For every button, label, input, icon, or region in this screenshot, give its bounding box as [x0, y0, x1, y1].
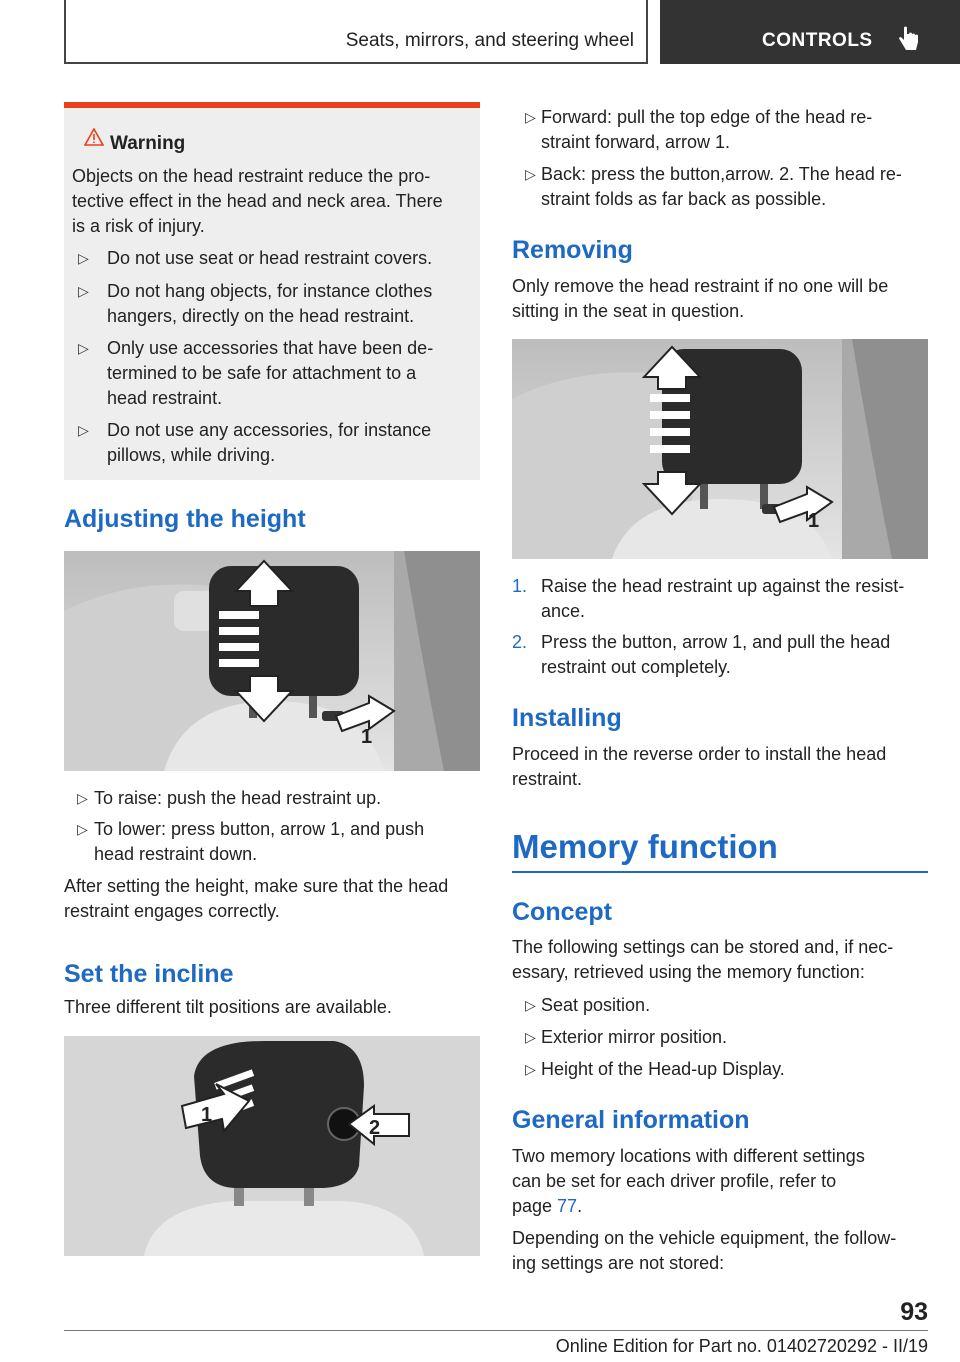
headrest-height-image	[64, 551, 480, 771]
section-heading: Removing	[512, 236, 633, 264]
text-line: Proceed in the reverse order to install the head	[512, 744, 887, 764]
section-heading: Adjusting the height	[64, 505, 306, 533]
warning-bar	[64, 102, 480, 108]
text-line: is a risk of injury.	[72, 216, 205, 236]
text-fragment: page	[512, 1196, 558, 1216]
text-line: Do not use any accessories, for instance	[107, 420, 432, 440]
paragraph	[512, 1144, 865, 1219]
paragraph	[512, 1226, 896, 1276]
text-line: Objects on the head restraint reduce the pro-	[72, 166, 431, 186]
text-line: pillows, while driving.	[107, 445, 276, 465]
text-line: termined to be safe for attachment to a	[107, 363, 417, 383]
headrest-removing-image	[512, 339, 928, 559]
warning-triangle-icon	[84, 128, 104, 146]
text-line: Height of the Head-up Display.	[541, 1059, 785, 1079]
page-number: 93	[900, 1298, 928, 1326]
paragraph: Three different tilt positions are available.	[64, 997, 392, 1017]
text-line: Do not use seat or head restraint covers.	[107, 248, 433, 268]
text-line	[512, 1194, 865, 1219]
text-line: Only use accessories that have been de-	[107, 338, 434, 358]
text-line: hangers, directly on the head restraint.	[107, 306, 415, 326]
paragraph	[512, 274, 888, 324]
header-chapter-label: CONTROLS	[762, 30, 873, 51]
header-section-title: Seats, mirrors, and steering wheel	[345, 30, 634, 51]
figure-label: 1	[201, 1104, 213, 1126]
text-line: straint folds as far back as possible.	[541, 189, 827, 209]
warning-title: Warning	[110, 133, 186, 154]
text-line: To raise: push the head restraint up.	[94, 788, 382, 808]
text-line: After setting the height, make sure that the head	[64, 876, 449, 896]
figure-label: 1	[361, 726, 373, 748]
section-heading: General information	[512, 1106, 750, 1134]
headrest-incline-image	[64, 1036, 480, 1256]
heading-rule	[512, 871, 928, 873]
text-line: head restraint down.	[94, 844, 258, 864]
text-line: restraint engages correctly.	[64, 901, 280, 921]
footer-rule	[64, 1330, 928, 1331]
header-section-box	[64, 0, 648, 64]
text-line: Depending on the vehicle equipment, the follow-	[512, 1228, 897, 1248]
text-line: essary, retrieved using the memory function:	[512, 962, 865, 982]
text-line: The following settings can be stored and, if nec-	[512, 937, 894, 957]
text-fragment: .	[577, 1196, 583, 1216]
text-line: can be set for each driver profile, refer to	[512, 1171, 837, 1191]
text-line: Forward: pull the top edge of the head re-	[541, 107, 873, 127]
step-number: 1.	[512, 576, 528, 596]
text-line: Press the button, arrow 1, and pull the head	[541, 632, 891, 652]
page-link[interactable]: 77	[557, 1196, 578, 1216]
paragraph	[64, 874, 448, 924]
text-line: Two memory locations with different settings	[512, 1146, 865, 1166]
footer-edition: Online Edition for Part no. 01402720292 - II/19	[555, 1336, 928, 1356]
text-line: Raise the head restraint up against the resist-	[541, 576, 905, 596]
text-line: Only remove the head restraint if no one will be	[512, 276, 889, 296]
text-line: Back: press the button,arrow. 2. The head re-	[541, 164, 902, 184]
text-line: Exterior mirror position.	[541, 1027, 728, 1047]
text-line: ance.	[541, 601, 586, 621]
text-line: Seat position.	[541, 995, 651, 1015]
step-number: 2.	[512, 632, 528, 652]
text-line: head restraint.	[107, 388, 223, 408]
section-heading: Installing	[512, 704, 622, 732]
text-line: Do not hang objects, for instance clothes	[107, 281, 433, 301]
hand-pointer-icon	[896, 26, 920, 52]
section-heading: Concept	[512, 898, 612, 926]
text-line: restraint.	[512, 769, 583, 789]
paragraph	[512, 742, 886, 792]
text-line: straint forward, arrow 1.	[541, 132, 731, 152]
paragraph	[512, 935, 893, 985]
figure-label: 2	[369, 1117, 381, 1139]
text-line: restraint out completely.	[541, 657, 731, 677]
header-chapter-tab[interactable]	[660, 0, 960, 64]
text-line: To lower: press button, arrow 1, and push	[94, 819, 425, 839]
text-line: tective effect in the head and neck area. There	[72, 191, 443, 211]
section-heading: Set the incline	[64, 960, 234, 988]
warning-text	[72, 164, 443, 239]
text-line: ing settings are not stored:	[512, 1253, 725, 1273]
text-line: sitting in the seat in question.	[512, 301, 745, 321]
chapter-heading: Memory function	[512, 828, 778, 865]
figure-label: 1	[808, 510, 820, 532]
